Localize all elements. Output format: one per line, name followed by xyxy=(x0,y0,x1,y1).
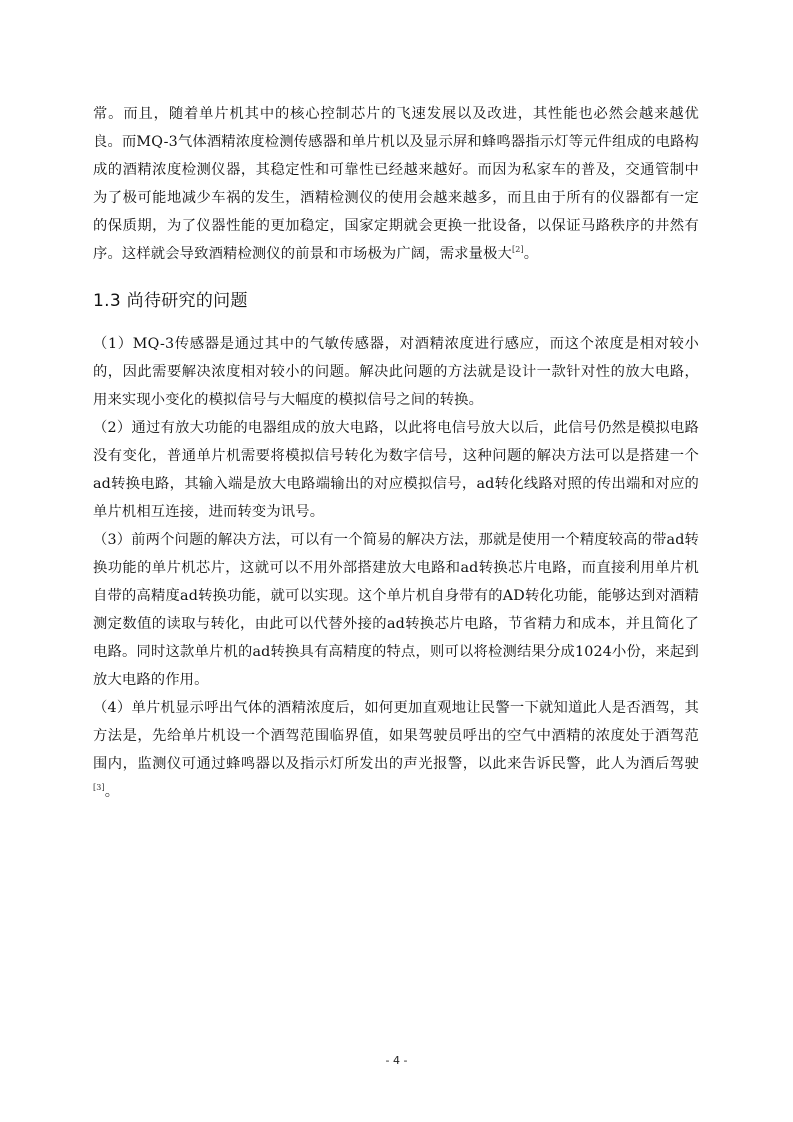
intro-end: 。 xyxy=(523,246,539,262)
citation-3: [3] xyxy=(93,783,105,793)
citation-2: [2] xyxy=(511,245,524,255)
page-content xyxy=(93,100,699,806)
list-item-3: （3）前两个问题的解决方法，可以有一个简易的解决方法，那就是使用一个精度较高的带ad转换功能的单片机芯片，这就可以不用外部搭建放大电路和ad转换芯片电路，而直接利用单片机自带的高精度ad转换功能，就可以实现。这个单片机自身带有的AD转化功能，能够达到对酒精测定数值的读取与转化，由此可以代替外接的ad转换芯片电路，节省精力和成本，并且简化了电路。同时这款单片机的ad转换具有高精度的特点，则可以将检测结果分成1024小份，来起到放大电路的作用。 xyxy=(93,532,699,688)
list-item-1: （1）MQ-3传感器是通过其中的气敏传感器，对酒精浓度进行感应，而这个浓度是相对较小的，因此需要解决浓度相对较小的问题。解决此问题的方法就是设计一款针对性的放大电路，用来实现小变化的模拟信号与大幅度的模拟信号之间的转换。 xyxy=(93,336,699,408)
page-number: - 4 - xyxy=(385,1054,408,1067)
intro-paragraph xyxy=(93,100,699,268)
section-heading: 1.3 尚待研究的问题 xyxy=(93,291,248,311)
list-item-4-text: （4）单片机显示呼出气体的酒精浓度后，如何更加直观地让民警一下就知道此人是否酒驾，其方法是，先给单片机设一个酒驾范围临界值，如果驾驶员呼出的空气中酒精的浓度处于酒驾范围内，监测仪可通过蜂鸣器以及指示灯所发出的声光报警，以此来告诉民警，此人为酒后驾驶 xyxy=(93,700,699,772)
list-item-2: （2）通过有放大功能的电器组成的放大电路，以此将电信号放大以后，此信号仍然是模拟电路没有变化，普通单片机需要将模拟信号转化为数字信号，这种问题的解决方法可以是搭建一个ad转换电路，其输入端是放大电路端输出的对应模拟信号，ad转化线路对照的传出端和对应的单片机相互连接，进而转变为讯号。 xyxy=(93,420,699,520)
intro-text: 常。而且，随着单片机其中的核心控制芯片的飞速发展以及改进，其性能也必然会越来越优良。而MQ-3气体酒精浓度检测传感器和单片机以及显示屏和蜂鸣器指示灯等元件组成的电路构成的酒精浓度检测仪器，其稳定性和可靠性已经越来越好。而因为私家车的普及，交通管制中为了极可能地减少车祸的发生，酒精检测仪的使用会越来越多，而且由于所有的仪器都有一定的保质期，为了仪器性能的更加稳定，国家定期就会更换一批设备，以保证马路秩序的井然有序。这样就会导致酒精检测仪的前景和市场极为广阔，需求量极大 xyxy=(93,106,699,262)
list-item-4-end: 。 xyxy=(104,784,120,800)
list-item-4 xyxy=(93,694,699,806)
